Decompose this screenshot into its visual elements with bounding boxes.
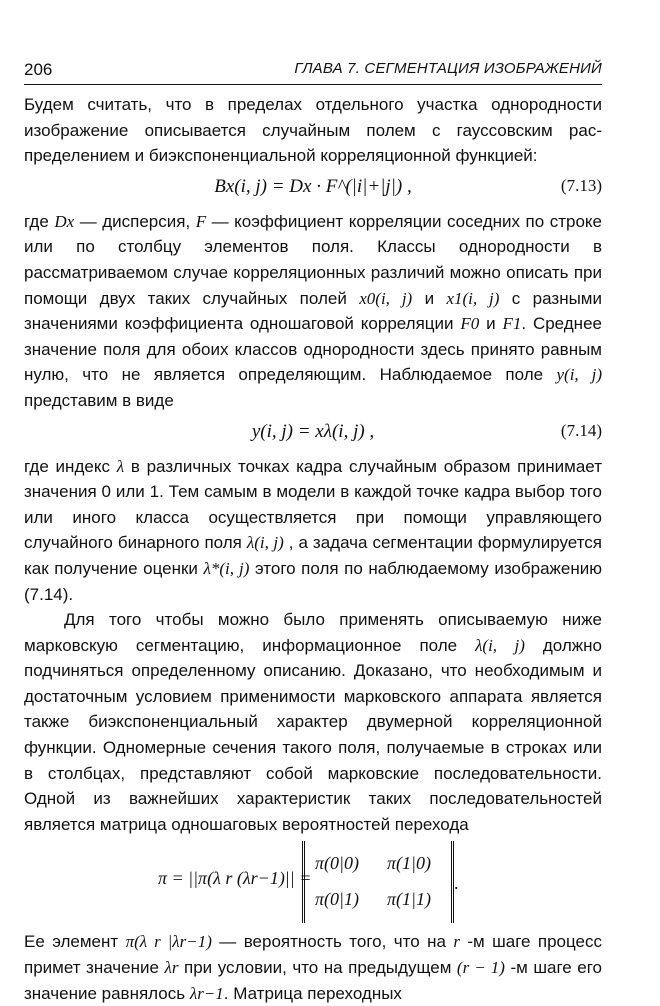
math-inline: F0 [460,314,480,334]
text-run: где [24,211,55,231]
math-inline: π(λ r |λr−1) [125,932,212,952]
text-run: должно подчиняться определенному описанию. Доказано, что необходимым и достаточным условием применимости марковского аппарата является также биэкспоненциальный характер двумерной корреляционной функции. Одномерные сечения такого поля, получаемые в строках или в столбцах, представляют собой марковские последовательности. Одной из важнейших характеристик таких последовательностей является матрица одношаговых вероятностей перехода [24,635,602,834]
math-inline: λr [164,958,179,978]
math-inline: λ [116,456,125,476]
math-inline: λ(i, j) [475,635,525,655]
math-inline: r [453,932,460,952]
text-run: — дисперсия, [74,211,196,231]
paragraph-index-lambda [24,454,602,608]
math-inline: y(i, j) [556,365,602,385]
text-run: -м шаге его значение равнялось [24,958,602,1003]
equation-7-13-expression: Bx(i, j) = Dx · F^(|i|+|j|) , [214,175,412,197]
math-inline: λ(i, j) [246,533,284,553]
text-run: . Среднее значение поля для обоих классов однородности здесь принято равным нулю, что не является определяющим. Наблюдаемое поле [24,314,602,385]
text-run: и [412,288,447,308]
page-header [24,60,602,86]
paragraph-intro: Будем считать, что в пределах отдельного участка однородности изображение описывается случайным полем с гауссовским распределением и биэкспоненциальной корреляционной функцией: [24,95,602,166]
math-inline: x0(i, j) [359,288,413,308]
paragraph-definitions [24,209,602,414]
paragraph-element [24,929,602,1006]
text-run: — вероятность того, что на [211,932,454,952]
matrix-cell: π(1|0) [387,853,431,874]
text-run: этого поля по наблюдаемому изображению (7.14). [24,558,602,604]
equation-7-14-number: (7.14) [560,420,602,440]
page-number: 206 [24,60,53,79]
text-run: и [479,314,503,334]
text-run: Для того чтобы можно было применять описываемую ниже марковскую сегментацию, информационное поле [24,610,602,655]
math-inline: (r − 1) [456,958,505,978]
text-run: при условии, что на предыдущем [178,958,457,978]
math-inline: λr−1 [189,983,224,1003]
matrix-cell: π(0|0) [315,853,359,874]
transition-matrix [302,841,454,923]
text-run: где индекс [24,456,117,476]
text-run: в различных точках кадра случайным образом принимает значения 0 или 1. Тем самым в модели в каждой точке кадра выбор того или иного класса осуществляется при помощи управляющего случайного бинарного поля [24,456,602,553]
text-run: -м шаге процесс примет значение [24,932,603,978]
math-inline: Dx [54,211,75,231]
text-run: представим в виде [24,390,174,410]
text-run: . Матрица переходных [223,983,402,1003]
matrix-trailing-period: . [454,873,459,894]
header-rule [24,84,602,85]
running-title: ГЛАВА 7. СЕГМЕНТАЦИЯ ИЗОБРАЖЕНИЙ [294,60,602,77]
matrix-lead: π = ||π(λ r (λr−1)|| = [158,868,312,889]
transition-matrix-equation [24,837,602,929]
text-run: Ее элемент [24,932,126,952]
text-run: , а задача сегментации формулируется как получение оценки [24,533,602,578]
math-inline: F [195,211,207,231]
paragraph-markov [24,607,602,837]
equation-7-14-expression: y(i, j) = xλ(i, j) , [251,420,375,442]
equation-7-13 [24,169,602,209]
equation-7-13-number: (7.13) [560,175,602,195]
text-run: с разными значениями коэффициента одношаговой корреляции [24,288,602,334]
page-body [24,92,602,1006]
text-run: — коэффициент корреляции соседних по строке или по столбцу элементов поля. Классы однородности в рассматриваемом случае корреляционных различий можно описать при помощи двух таких случайных полей [24,211,602,308]
math-inline: x1(i, j) [446,288,500,308]
math-inline: λ*(i, j) [203,558,250,578]
equation-7-14 [24,414,602,454]
matrix-cell: π(0|1) [315,889,359,910]
math-inline: F1 [502,314,522,334]
matrix-cell: π(1|1) [387,889,431,910]
